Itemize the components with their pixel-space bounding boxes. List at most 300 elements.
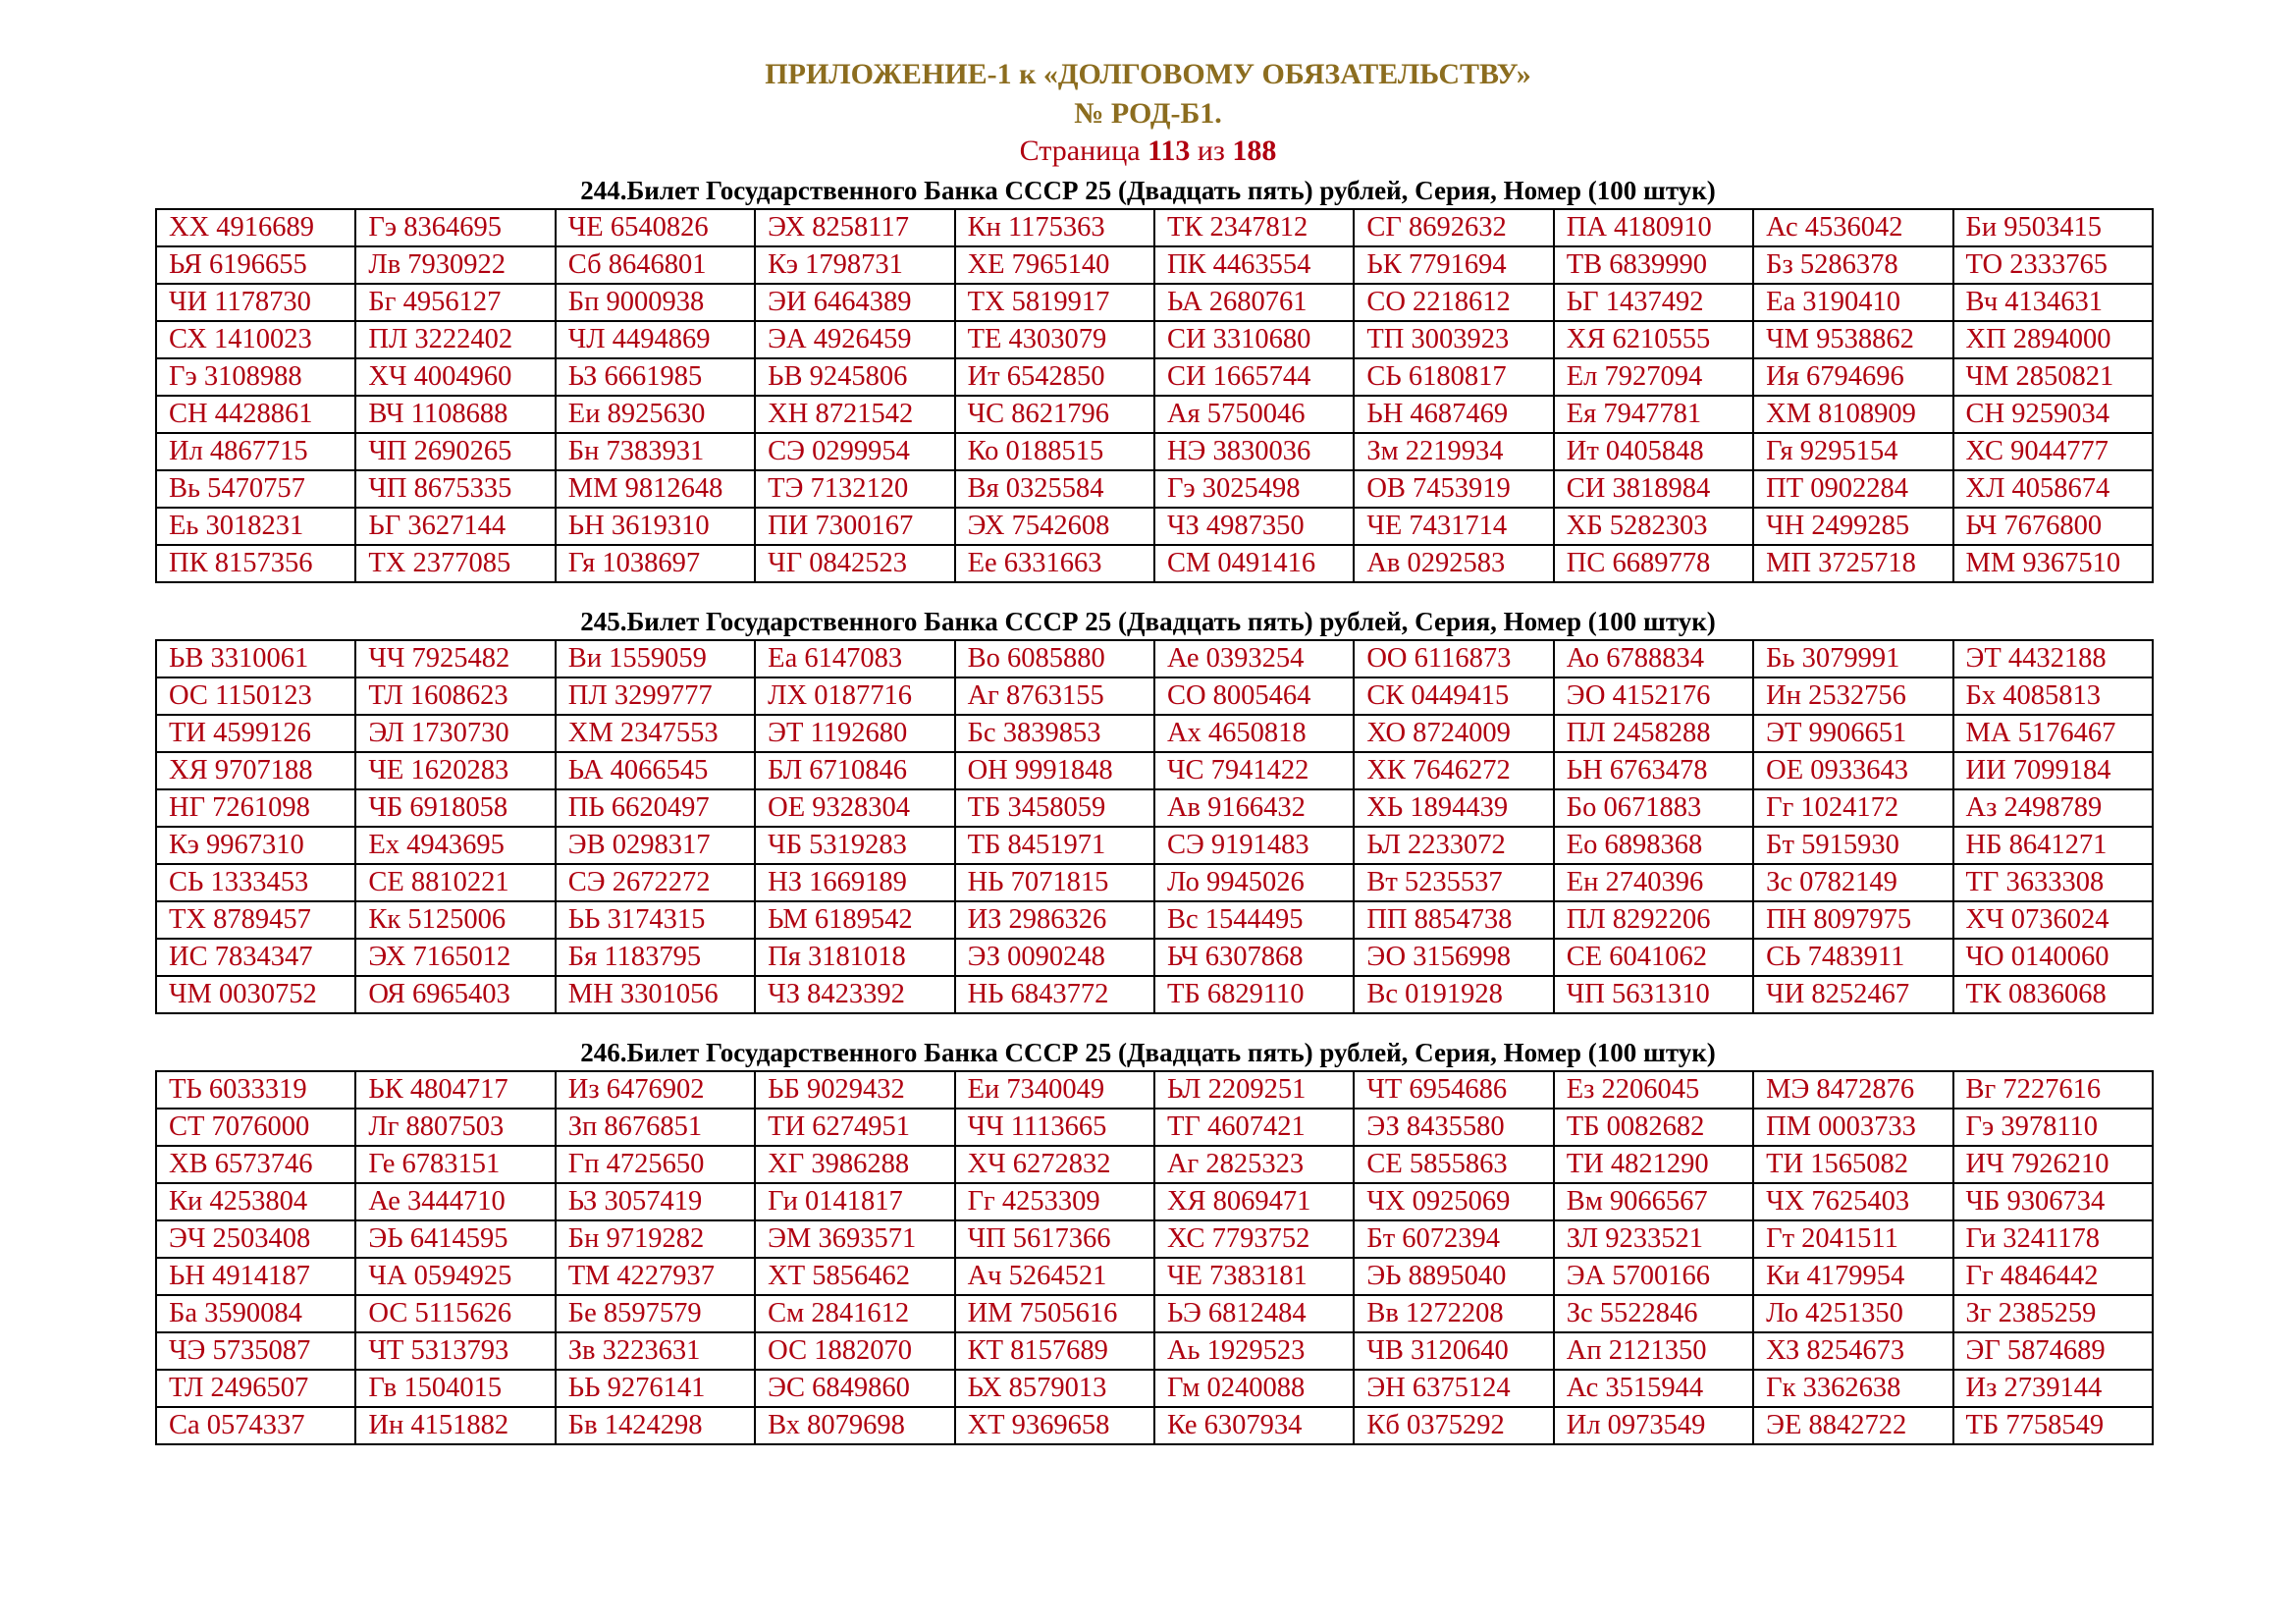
page-mid: из — [1190, 135, 1233, 167]
banknote-serial-cell: ЧМ 2850821 — [1953, 358, 2153, 396]
banknote-serial-cell: Сб 8646801 — [556, 246, 755, 284]
table-row — [156, 358, 2153, 396]
banknote-serial-cell: Ез 2206045 — [1554, 1071, 1753, 1109]
banknote-serial-cell: Зс 5522846 — [1554, 1295, 1753, 1332]
banknote-serial-cell: Гя 9295154 — [1753, 433, 1952, 470]
banknote-serial-cell: ИЧ 7926210 — [1953, 1146, 2153, 1183]
table-row — [156, 209, 2153, 246]
banknote-serial-cell: СЭ 2672272 — [556, 864, 755, 901]
banknote-serial-cell: Ия 6794696 — [1753, 358, 1952, 396]
banknote-serial-cell: ХМ 8108909 — [1753, 396, 1952, 433]
banknote-serial-cell: Гг 1024172 — [1753, 789, 1952, 827]
banknote-table — [155, 639, 2154, 1014]
banknote-serial-cell: ПА 4180910 — [1554, 209, 1753, 246]
banknote-serial-cell: Еа 6147083 — [755, 640, 954, 677]
banknote-serial-cell: Ас 4536042 — [1753, 209, 1952, 246]
banknote-serial-cell: ХБ 5282303 — [1554, 508, 1753, 545]
banknote-serial-cell: ЬЗ 3057419 — [556, 1183, 755, 1220]
banknote-serial-cell: ХС 7793752 — [1154, 1220, 1354, 1258]
banknote-serial-cell: Ап 2121350 — [1554, 1332, 1753, 1370]
banknote-serial-cell: ЭТ 4432188 — [1953, 640, 2153, 677]
banknote-serial-cell: ЧП 2690265 — [355, 433, 555, 470]
banknote-serial-cell: ЭХ 7165012 — [355, 939, 555, 976]
banknote-serial-cell: Би 9503415 — [1953, 209, 2153, 246]
banknote-serial-cell: ЧЗ 8423392 — [755, 976, 954, 1013]
banknote-serial-cell: ОС 5115626 — [355, 1295, 555, 1332]
banknote-serial-cell: Бв 1424298 — [556, 1407, 755, 1444]
table-row — [156, 396, 2153, 433]
banknote-serial-cell: ПС 6689778 — [1554, 545, 1753, 582]
banknote-serial-cell: Ех 4943695 — [355, 827, 555, 864]
banknote-serial-cell: ХЗ 8254673 — [1753, 1332, 1952, 1370]
banknote-serial-cell: ХЕ 7965140 — [955, 246, 1154, 284]
banknote-serial-cell: ЬВ 3310061 — [156, 640, 355, 677]
banknote-serial-cell: ТБ 3458059 — [955, 789, 1154, 827]
page-counter — [0, 134, 2296, 169]
banknote-serial-cell: ЬВ 9245806 — [755, 358, 954, 396]
banknote-serial-cell: КТ 8157689 — [955, 1332, 1154, 1370]
banknote-serial-cell: Бп 9000938 — [556, 284, 755, 321]
banknote-serial-cell: НЭ 3830036 — [1154, 433, 1354, 470]
banknote-serial-cell: ЭТ 9906651 — [1753, 715, 1952, 752]
banknote-serial-cell: Бт 5915930 — [1753, 827, 1952, 864]
appendix-title: ПРИЛОЖЕНИЕ-1 к «ДОЛГОВОМУ ОБЯЗАТЕЛЬСТВУ» — [765, 58, 1531, 90]
banknote-serial-cell: ТБ 7758549 — [1953, 1407, 2153, 1444]
banknote-serial-cell: Ао 6788834 — [1554, 640, 1753, 677]
banknote-serial-cell: ЬЧ 7676800 — [1953, 508, 2153, 545]
banknote-serial-cell: Вя 0325584 — [955, 470, 1154, 508]
table-row — [156, 1146, 2153, 1183]
banknote-serial-cell: Гг 4846442 — [1953, 1258, 2153, 1295]
banknote-serial-cell: СО 2218612 — [1354, 284, 1553, 321]
banknote-serial-cell: ИС 7834347 — [156, 939, 355, 976]
table-row — [156, 470, 2153, 508]
banknote-serial-cell: ТП 3003923 — [1354, 321, 1553, 358]
banknote-serial-cell: Ло 4251350 — [1753, 1295, 1952, 1332]
banknote-serial-cell: Бя 1183795 — [556, 939, 755, 976]
banknote-serial-cell: ЬК 4804717 — [355, 1071, 555, 1109]
banknote-serial-cell: ТБ 6829110 — [1154, 976, 1354, 1013]
banknote-serial-cell: ЧБ 5319283 — [755, 827, 954, 864]
banknote-serial-cell: ЬА 2680761 — [1154, 284, 1354, 321]
banknote-serial-cell: ЭА 5700166 — [1554, 1258, 1753, 1295]
banknote-serial-cell: ПМ 0003733 — [1753, 1109, 1952, 1146]
banknote-serial-cell: ЬЛ 2209251 — [1154, 1071, 1354, 1109]
banknote-serial-cell: НЬ 6843772 — [955, 976, 1154, 1013]
banknote-serial-cell: ТИ 4821290 — [1554, 1146, 1753, 1183]
banknote-serial-cell: НБ 8641271 — [1953, 827, 2153, 864]
banknote-serial-cell: ЧН 2499285 — [1753, 508, 1952, 545]
banknote-serial-cell: Вх 8079698 — [755, 1407, 954, 1444]
banknote-serial-cell: Ин 2532756 — [1753, 677, 1952, 715]
table-row — [156, 1071, 2153, 1109]
table-row — [156, 640, 2153, 677]
banknote-serial-cell: ПК 4463554 — [1154, 246, 1354, 284]
banknote-serial-cell: ТМ 4227937 — [556, 1258, 755, 1295]
banknote-serial-cell: ЧП 8675335 — [355, 470, 555, 508]
banknote-serial-cell: ЧС 7941422 — [1154, 752, 1354, 789]
banknote-serial-cell: ММ 9367510 — [1953, 545, 2153, 582]
banknote-serial-cell: ТЬ 6033319 — [156, 1071, 355, 1109]
banknote-serial-cell: ПИ 7300167 — [755, 508, 954, 545]
banknote-serial-cell: Бн 7383931 — [556, 433, 755, 470]
banknote-serial-cell: ЬК 7791694 — [1354, 246, 1553, 284]
banknote-serial-cell: ЬН 6763478 — [1554, 752, 1753, 789]
banknote-serial-cell: ПН 8097975 — [1753, 901, 1952, 939]
banknote-serial-cell: Вь 5470757 — [156, 470, 355, 508]
banknote-serial-cell: Ке 6307934 — [1154, 1407, 1354, 1444]
banknote-serial-cell: ЬН 4687469 — [1354, 396, 1553, 433]
banknote-serial-cell: Гэ 3108988 — [156, 358, 355, 396]
banknote-serial-cell: СХ 1410023 — [156, 321, 355, 358]
banknote-serial-cell: ПЛ 3222402 — [355, 321, 555, 358]
banknote-serial-cell: Ло 9945026 — [1154, 864, 1354, 901]
banknote-serial-cell: Аг 2825323 — [1154, 1146, 1354, 1183]
banknote-serial-cell: ЧХ 7625403 — [1753, 1183, 1952, 1220]
banknote-serial-cell: ЭХ 8258117 — [755, 209, 954, 246]
banknote-serial-cell: Вт 5235537 — [1354, 864, 1553, 901]
banknote-serial-cell: СЬ 7483911 — [1753, 939, 1952, 976]
banknote-serial-cell: СН 4428861 — [156, 396, 355, 433]
banknote-serial-cell: ЬН 3619310 — [556, 508, 755, 545]
banknote-serial-cell: ИМ 7505616 — [955, 1295, 1154, 1332]
banknote-serial-cell: Кэ 9967310 — [156, 827, 355, 864]
banknote-serial-cell: ЧБ 6918058 — [355, 789, 555, 827]
banknote-serial-cell: ЧЧ 7925482 — [355, 640, 555, 677]
banknote-serial-cell: ИИ 7099184 — [1953, 752, 2153, 789]
banknote-serial-cell: ЭХ 7542608 — [955, 508, 1154, 545]
banknote-serial-cell: ЧЭ 5735087 — [156, 1332, 355, 1370]
banknote-serial-cell: ХЧ 6272832 — [955, 1146, 1154, 1183]
banknote-serial-cell: Вс 1544495 — [1154, 901, 1354, 939]
banknote-serial-cell: БЛ 6710846 — [755, 752, 954, 789]
banknote-serial-cell: СИ 1665744 — [1154, 358, 1354, 396]
banknote-serial-cell: МН 3301056 — [556, 976, 755, 1013]
banknote-serial-cell: ЬЬ 3174315 — [556, 901, 755, 939]
banknote-serial-cell: См 2841612 — [755, 1295, 954, 1332]
banknote-serial-cell: ХЧ 4004960 — [355, 358, 555, 396]
banknote-serial-cell: Ав 9166432 — [1154, 789, 1354, 827]
banknote-serial-cell: ТО 2333765 — [1953, 246, 2153, 284]
banknote-serial-cell: ТХ 2377085 — [355, 545, 555, 582]
banknote-serial-cell: СК 0449415 — [1354, 677, 1553, 715]
table-row — [156, 1295, 2153, 1332]
banknote-serial-cell: ХП 2894000 — [1953, 321, 2153, 358]
banknote-serial-cell: ЧЗ 4987350 — [1154, 508, 1354, 545]
banknote-serial-cell: ЬЬ 9276141 — [556, 1370, 755, 1407]
banknote-serial-cell: ЭЬ 8895040 — [1354, 1258, 1553, 1295]
banknote-serial-cell: ХО 8724009 — [1354, 715, 1553, 752]
banknote-serial-cell: ЭО 4152176 — [1554, 677, 1753, 715]
banknote-serial-cell: ПЛ 8292206 — [1554, 901, 1753, 939]
table-row — [156, 508, 2153, 545]
banknote-table — [155, 208, 2154, 583]
banknote-serial-cell: ПЬ 6620497 — [556, 789, 755, 827]
table-row — [156, 284, 2153, 321]
banknote-serial-cell: ХЧ 0736024 — [1953, 901, 2153, 939]
banknote-serial-cell: ТИ 6274951 — [755, 1109, 954, 1146]
banknote-serial-cell: ХЯ 9707188 — [156, 752, 355, 789]
banknote-serial-cell: ЬБ 9029432 — [755, 1071, 954, 1109]
banknote-serial-cell: ЭЬ 6414595 — [355, 1220, 555, 1258]
banknote-serial-cell: Ба 3590084 — [156, 1295, 355, 1332]
banknote-serial-cell: Гг 4253309 — [955, 1183, 1154, 1220]
banknote-serial-cell: ЬХ 8579013 — [955, 1370, 1154, 1407]
banknote-serial-cell: СЕ 8810221 — [355, 864, 555, 901]
banknote-serial-cell: ЬЧ 6307868 — [1154, 939, 1354, 976]
banknote-serial-cell: Аь 1929523 — [1154, 1332, 1354, 1370]
banknote-serial-cell: Ая 5750046 — [1154, 396, 1354, 433]
table-row — [156, 246, 2153, 284]
banknote-serial-cell: ПК 8157356 — [156, 545, 355, 582]
banknote-serial-cell: Кк 5125006 — [355, 901, 555, 939]
banknote-serial-cell: ЧЕ 6540826 — [556, 209, 755, 246]
banknote-serial-cell: ТГ 4607421 — [1154, 1109, 1354, 1146]
banknote-serial-cell: Еи 8925630 — [556, 396, 755, 433]
banknote-serial-cell: ПЛ 2458288 — [1554, 715, 1753, 752]
banknote-serial-cell: Вс 0191928 — [1354, 976, 1553, 1013]
table-row — [156, 715, 2153, 752]
banknote-serial-cell: Ас 3515944 — [1554, 1370, 1753, 1407]
banknote-serial-cell: ОС 1150123 — [156, 677, 355, 715]
table-row — [156, 1183, 2153, 1220]
banknote-serial-cell: Ит 6542850 — [955, 358, 1154, 396]
banknote-serial-cell: Ил 0973549 — [1554, 1407, 1753, 1444]
banknote-serial-cell: Аз 2498789 — [1953, 789, 2153, 827]
banknote-serial-cell: ЧП 5617366 — [955, 1220, 1154, 1258]
banknote-serial-cell: Вм 9066567 — [1554, 1183, 1753, 1220]
banknote-serial-cell: ЧИ 1178730 — [156, 284, 355, 321]
banknote-serial-cell: ОВ 7453919 — [1354, 470, 1553, 508]
banknote-serial-cell: ЭС 6849860 — [755, 1370, 954, 1407]
banknote-serial-cell: НЗ 1669189 — [755, 864, 954, 901]
table-row — [156, 789, 2153, 827]
banknote-serial-cell: Во 6085880 — [955, 640, 1154, 677]
table-row — [156, 864, 2153, 901]
banknote-serial-cell: ЭН 6375124 — [1354, 1370, 1553, 1407]
table-row — [156, 901, 2153, 939]
banknote-serial-cell: ЬГ 3627144 — [355, 508, 555, 545]
banknote-serial-cell: ЬЛ 2233072 — [1354, 827, 1553, 864]
banknote-serial-cell: СЬ 6180817 — [1354, 358, 1553, 396]
banknote-serial-cell: ЗЛ 9233521 — [1554, 1220, 1753, 1258]
table-row — [156, 1109, 2153, 1146]
banknote-serial-cell: Бх 4085813 — [1953, 677, 2153, 715]
banknote-serial-cell: ЧЛ 4494869 — [556, 321, 755, 358]
banknote-serial-cell: Зп 8676851 — [556, 1109, 755, 1146]
banknote-serial-cell: Гт 2041511 — [1753, 1220, 1952, 1258]
banknote-serial-cell: Бь 3079991 — [1753, 640, 1952, 677]
banknote-serial-cell: Зв 3223631 — [556, 1332, 755, 1370]
banknote-serial-cell: ОЯ 6965403 — [355, 976, 555, 1013]
banknote-serial-cell: Ит 0405848 — [1554, 433, 1753, 470]
banknote-serial-cell: ХХ 4916689 — [156, 209, 355, 246]
banknote-serial-cell: Гв 1504015 — [355, 1370, 555, 1407]
banknote-serial-cell: ТЛ 1608623 — [355, 677, 555, 715]
banknote-table — [155, 1070, 2154, 1445]
banknote-serial-cell: ОЕ 9328304 — [755, 789, 954, 827]
banknote-serial-cell: ЧТ 6954686 — [1354, 1071, 1553, 1109]
banknote-serial-cell: Бз 5286378 — [1753, 246, 1952, 284]
banknote-serial-cell: ОН 9991848 — [955, 752, 1154, 789]
banknote-serial-cell: Бе 8597579 — [556, 1295, 755, 1332]
banknote-serial-cell: ЧО 0140060 — [1953, 939, 2153, 976]
banknote-serial-cell: Ео 6898368 — [1554, 827, 1753, 864]
banknote-serial-cell: Вч 4134631 — [1953, 284, 2153, 321]
banknote-serial-cell: Ах 4650818 — [1154, 715, 1354, 752]
table-row — [156, 1258, 2153, 1295]
banknote-serial-cell: Бт 6072394 — [1354, 1220, 1553, 1258]
banknote-serial-cell: СМ 0491416 — [1154, 545, 1354, 582]
banknote-serial-cell: ЬЗ 6661985 — [556, 358, 755, 396]
banknote-serial-cell: Гэ 3978110 — [1953, 1109, 2153, 1146]
banknote-serial-cell: ММ 9812648 — [556, 470, 755, 508]
banknote-serial-cell: Ги 0141817 — [755, 1183, 954, 1220]
banknote-serial-cell: ТИ 1565082 — [1753, 1146, 1952, 1183]
banknote-serial-cell: Ге 6783151 — [355, 1146, 555, 1183]
table-row — [156, 677, 2153, 715]
banknote-serial-cell: СГ 8692632 — [1354, 209, 1553, 246]
banknote-serial-cell: Са 0574337 — [156, 1407, 355, 1444]
banknote-serial-cell: Ки 4179954 — [1753, 1258, 1952, 1295]
table-row — [156, 827, 2153, 864]
banknote-serial-cell: ТБ 0082682 — [1554, 1109, 1753, 1146]
banknote-serial-cell: ЧГ 0842523 — [755, 545, 954, 582]
banknote-serial-cell: ТЭ 7132120 — [755, 470, 954, 508]
banknote-serial-cell: ЭТ 1192680 — [755, 715, 954, 752]
banknote-serial-cell: ХЯ 6210555 — [1554, 321, 1753, 358]
banknote-serial-cell: ХВ 6573746 — [156, 1146, 355, 1183]
banknote-serial-cell: ЭИ 6464389 — [755, 284, 954, 321]
banknote-serial-cell: Ея 7947781 — [1554, 396, 1753, 433]
banknote-serial-cell: ХТ 5856462 — [755, 1258, 954, 1295]
banknote-serial-cell: ХК 7646272 — [1354, 752, 1553, 789]
banknote-serial-cell: МА 5176467 — [1953, 715, 2153, 752]
banknote-serial-cell: ЭЗ 0090248 — [955, 939, 1154, 976]
banknote-serial-cell: Ее 6331663 — [955, 545, 1154, 582]
banknote-serial-cell: Гэ 8364695 — [355, 209, 555, 246]
banknote-serial-cell: ХС 9044777 — [1953, 433, 2153, 470]
banknote-serial-cell: Ае 0393254 — [1154, 640, 1354, 677]
banknote-serial-cell: ЧЧ 1113665 — [955, 1109, 1154, 1146]
banknote-serial-cell: МП 3725718 — [1753, 545, 1952, 582]
banknote-serial-cell: ЬЭ 6812484 — [1154, 1295, 1354, 1332]
banknote-serial-cell: Бн 9719282 — [556, 1220, 755, 1258]
banknote-serial-cell: ВЧ 1108688 — [355, 396, 555, 433]
banknote-serial-cell: ТЛ 2496507 — [156, 1370, 355, 1407]
banknote-serial-cell: НГ 7261098 — [156, 789, 355, 827]
banknote-serial-cell: СО 8005464 — [1154, 677, 1354, 715]
banknote-serial-cell: ХЬ 1894439 — [1354, 789, 1553, 827]
banknote-serial-cell: Кн 1175363 — [955, 209, 1154, 246]
banknote-serial-cell: ЭО 3156998 — [1354, 939, 1553, 976]
banknote-serial-cell: Бо 0671883 — [1554, 789, 1753, 827]
banknote-serial-cell: Зг 2385259 — [1953, 1295, 2153, 1332]
banknote-serial-cell: Ел 7927094 — [1554, 358, 1753, 396]
banknote-serial-cell: ОО 6116873 — [1354, 640, 1553, 677]
banknote-serial-cell: ЧВ 3120640 — [1354, 1332, 1553, 1370]
banknote-serial-cell: Ав 0292583 — [1354, 545, 1553, 582]
banknote-serial-cell: Кэ 1798731 — [755, 246, 954, 284]
page-total: 188 — [1232, 135, 1277, 167]
banknote-serial-cell: ЧЕ 7431714 — [1354, 508, 1553, 545]
banknote-serial-cell: Ин 4151882 — [355, 1407, 555, 1444]
banknote-serial-cell: Ае 3444710 — [355, 1183, 555, 1220]
banknote-serial-cell: Пя 3181018 — [755, 939, 954, 976]
banknote-serial-cell: Ги 3241178 — [1953, 1220, 2153, 1258]
banknote-serial-cell: ОС 1882070 — [755, 1332, 954, 1370]
banknote-serial-cell: Гм 0240088 — [1154, 1370, 1354, 1407]
banknote-serial-cell: Из 2739144 — [1953, 1370, 2153, 1407]
banknote-serial-cell: Ил 4867715 — [156, 433, 355, 470]
banknote-serial-cell: ХТ 9369658 — [955, 1407, 1154, 1444]
banknote-serial-cell: СИ 3310680 — [1154, 321, 1354, 358]
table-row — [156, 752, 2153, 789]
banknote-serial-cell: Лг 8807503 — [355, 1109, 555, 1146]
banknote-serial-cell: ТЕ 4303079 — [955, 321, 1154, 358]
banknote-serial-cell: ЧП 5631310 — [1554, 976, 1753, 1013]
banknote-serial-cell: ЧБ 9306734 — [1953, 1183, 2153, 1220]
banknote-serial-cell: ТХ 5819917 — [955, 284, 1154, 321]
banknote-serial-cell: Зм 2219934 — [1354, 433, 1553, 470]
banknote-serial-cell: ЬГ 1437492 — [1554, 284, 1753, 321]
section-title: 246.Билет Государственного Банка СССР 25 (Двадцать пять) рублей, Серия, Номер (100 штук) — [580, 1038, 1716, 1067]
banknote-serial-cell: ЬМ 6189542 — [755, 901, 954, 939]
banknote-serial-cell: ИЗ 2986326 — [955, 901, 1154, 939]
banknote-serial-cell: ТК 0836068 — [1953, 976, 2153, 1013]
banknote-serial-cell: ХЛ 4058674 — [1953, 470, 2153, 508]
banknote-serial-cell: ХН 8721542 — [755, 396, 954, 433]
banknote-serial-cell: СТ 7076000 — [156, 1109, 355, 1146]
banknote-serial-cell: ЧХ 0925069 — [1354, 1183, 1553, 1220]
banknote-serial-cell: Гя 1038697 — [556, 545, 755, 582]
banknote-serial-cell: СЕ 5855863 — [1354, 1146, 1553, 1183]
banknote-serial-cell: ТХ 8789457 — [156, 901, 355, 939]
banknote-serial-cell: ЧМ 0030752 — [156, 976, 355, 1013]
banknote-serial-cell: Зс 0782149 — [1753, 864, 1952, 901]
banknote-serial-cell: Еь 3018231 — [156, 508, 355, 545]
banknote-serial-cell: Бс 3839853 — [955, 715, 1154, 752]
banknote-serial-cell: ЭЛ 1730730 — [355, 715, 555, 752]
banknote-serial-cell: ЧИ 8252467 — [1753, 976, 1952, 1013]
banknote-serial-cell: Аг 8763155 — [955, 677, 1154, 715]
banknote-serial-cell: ЭЗ 8435580 — [1354, 1109, 1553, 1146]
banknote-serial-cell: Из 6476902 — [556, 1071, 755, 1109]
banknote-serial-cell: Ач 5264521 — [955, 1258, 1154, 1295]
section-title: 244.Билет Государственного Банка СССР 25 (Двадцать пять) рублей, Серия, Номер (100 штук) — [580, 176, 1716, 205]
banknote-serial-cell: ПП 8854738 — [1354, 901, 1553, 939]
banknote-serial-cell: СЭ 0299954 — [755, 433, 954, 470]
banknote-serial-cell: ЭГ 5874689 — [1953, 1332, 2153, 1370]
banknote-serial-cell: ЧТ 5313793 — [355, 1332, 555, 1370]
banknote-serial-cell: Кб 0375292 — [1354, 1407, 1553, 1444]
table-row — [156, 939, 2153, 976]
banknote-serial-cell: ЬЯ 6196655 — [156, 246, 355, 284]
banknote-serial-cell: ЭВ 0298317 — [556, 827, 755, 864]
banknote-serial-cell: Гэ 3025498 — [1154, 470, 1354, 508]
banknote-serial-cell: Вг 7227616 — [1953, 1071, 2153, 1109]
page-prefix: Страница — [1019, 135, 1148, 167]
banknote-serial-cell: ПЛ 3299777 — [556, 677, 755, 715]
banknote-serial-cell: ЧЕ 1620283 — [355, 752, 555, 789]
document-number: № РОД-Б1. — [1074, 97, 1222, 130]
banknote-serial-cell: Бг 4956127 — [355, 284, 555, 321]
table-row — [156, 1220, 2153, 1258]
banknote-serial-cell: Ен 2740396 — [1554, 864, 1753, 901]
banknote-serial-cell: ЧС 8621796 — [955, 396, 1154, 433]
table-row — [156, 1407, 2153, 1444]
banknote-serial-cell: ЧЕ 7383181 — [1154, 1258, 1354, 1295]
